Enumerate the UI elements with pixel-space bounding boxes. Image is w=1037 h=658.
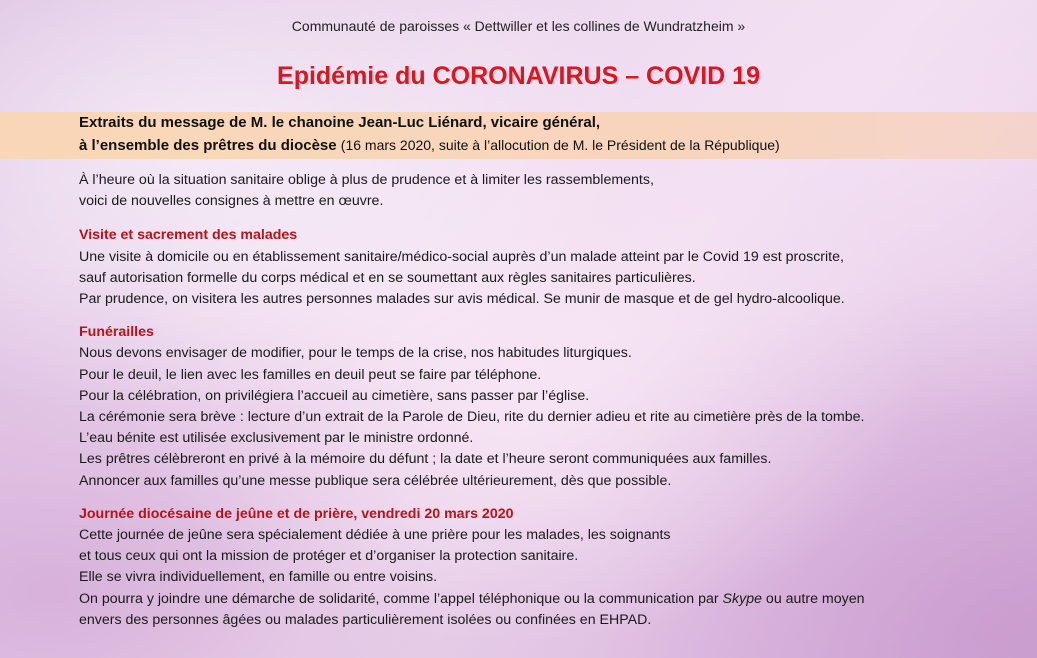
- section-title-funerals: Funérailles: [79, 324, 154, 341]
- section-line: Les prêtres célèbreront en privé à la mémoire du défunt ; la date et l’heure seront communiquées aux familles.: [79, 451, 772, 468]
- section-line: Cette journée de jeûne sera spécialement dédiée à une prière pour les malades, les soignants: [79, 527, 671, 544]
- section-line: envers des personnes âgées ou malades particulièrement isolées ou confinées en EHPAD.: [79, 611, 652, 628]
- section-line: L’eau bénite est utilisée exclusivement par le ministre ordonné.: [79, 430, 474, 447]
- skype-line-before: On pourra y joindre une démarche de solidarité, comme l’appel téléphonique ou la communication par: [79, 590, 723, 607]
- section-line: Pour le deuil, le lien avec les familles en deuil peut se faire par téléphone.: [79, 366, 542, 383]
- skype-line-after: ou autre moyen: [761, 590, 865, 607]
- section-line: Nous devons envisager de modifier, pour le temps de la crise, nos habitudes liturgiques.: [79, 345, 632, 362]
- band-line-1: Extraits du message de M. le chanoine Jean-Luc Liénard, vicaire général,: [79, 114, 601, 131]
- section-line-skype: [79, 589, 1019, 610]
- section-line: sauf autorisation formelle du corps médical et en se soumettant aux règles sanitaires particulières.: [79, 269, 696, 286]
- intro-line: voici de nouvelles consignes à mettre en œuvre.: [79, 193, 384, 210]
- section-line: Une visite à domicile ou en établissement sanitaire/médico-social auprès d’un malade atteint par le Covid 19 est proscrite,: [79, 248, 844, 265]
- section-line: Annoncer aux familles qu’une messe publique sera célébrée ultérieurement, dès que possible.: [79, 472, 672, 489]
- skype-word: Skype: [722, 590, 762, 607]
- section-line: La cérémonie sera brève : lecture d’un extrait de la Parole de Dieu, rite du dernier adieu et rite au cimetière près de la tombe.: [79, 409, 865, 426]
- band-line-2-text: à l’ensemble des prêtres du diocèse: [79, 137, 337, 154]
- section-title-visits: Visite et sacrement des malades: [79, 227, 298, 244]
- section-line: et tous ceux qui ont la mission de protéger et d’organiser la protection sanitaire.: [79, 548, 579, 565]
- parish-header: Communauté de paroisses « Dettwiller et les collines de Wundratzheim »: [291, 18, 746, 34]
- section-line: Pour la célébration, on privilégiera l’accueil au cimetière, sans passer par l’église.: [79, 387, 590, 404]
- band-line-2: [79, 137, 780, 154]
- page-title: Epidémie du CORONAVIRUS – COVID 19: [277, 62, 760, 90]
- section-line: Elle se vivra individuellement, en famille ou entre voisins.: [79, 569, 438, 586]
- section-line: Par prudence, on visitera les autres personnes malades sur avis médical. Se munir de masque et de gel hydro-alcoolique.: [79, 291, 845, 308]
- intro-line: À l’heure où la situation sanitaire oblige à plus de prudence et à limiter les rassemblements,: [79, 172, 654, 188]
- section-title-fasting-day: Journée diocésaine de jeûne et de prière, vendredi 20 mars 2020: [79, 505, 514, 522]
- message-body: [79, 170, 1019, 631]
- band-date-note: (16 mars 2020, suite à l’allocution de M. le Président de la République): [340, 137, 780, 153]
